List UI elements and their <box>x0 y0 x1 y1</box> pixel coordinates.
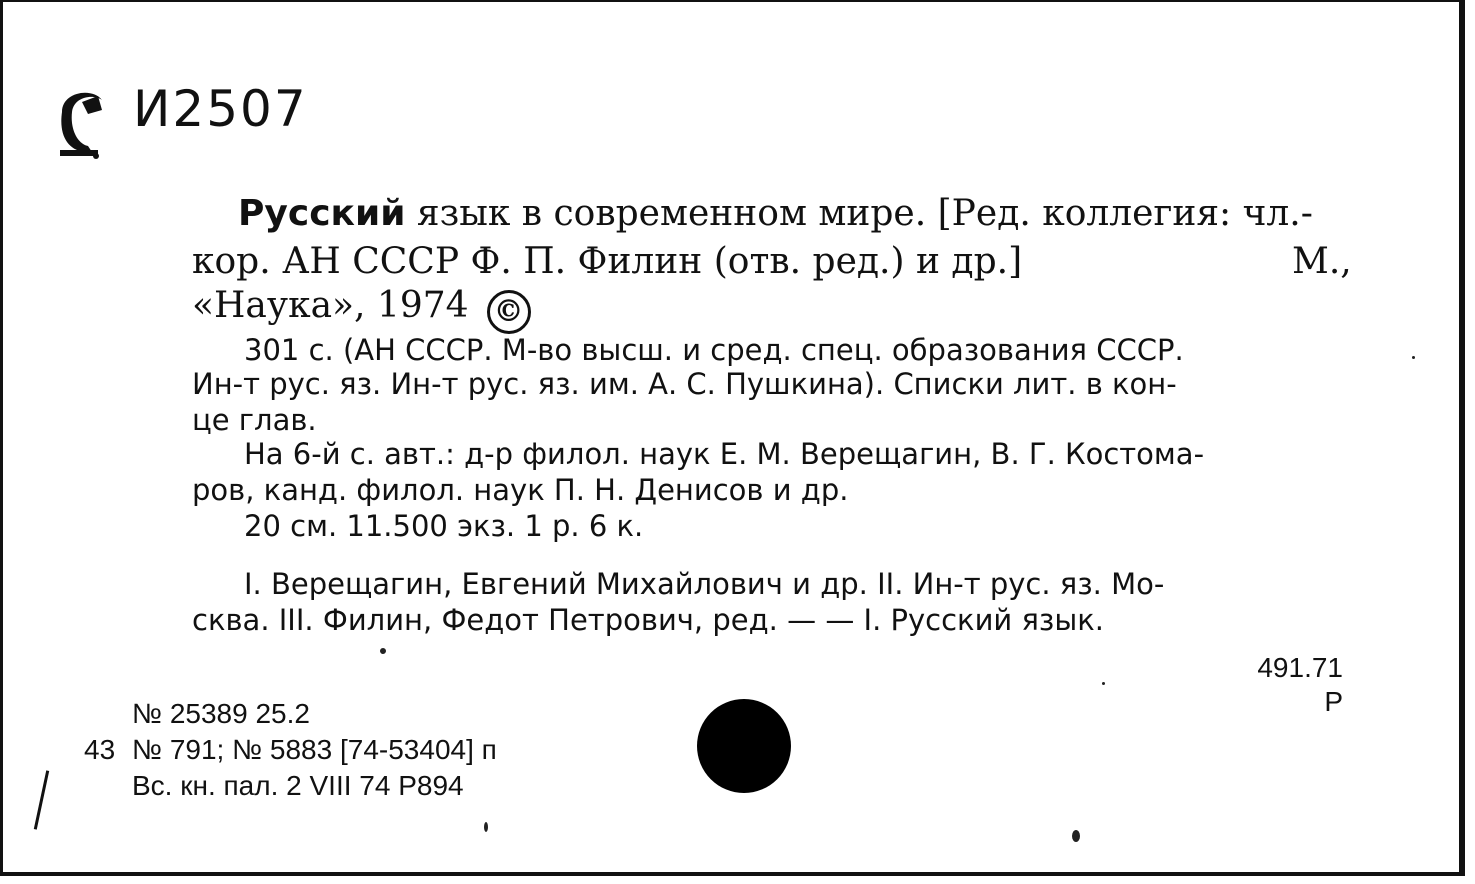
description-line-3: це глав. <box>192 403 317 437</box>
footer-line-2: № 791; № 5883 [74-53404] п <box>132 734 497 765</box>
classification-number: 491.71 <box>1257 652 1343 683</box>
tracing-line-2: сква. III. Филин, Федот Петрович, ред. — — I. Русский язык. <box>192 603 1104 637</box>
ink-speck <box>484 822 488 832</box>
description-line-1: 301 с. (АН СССР. М-во высш. и сред. спец. образования СССР. <box>244 333 1184 367</box>
title-rest: язык в современном мире. [Ред. коллегия: чл.- <box>405 193 1313 234</box>
footer-prefix: 43 <box>84 734 116 765</box>
tracing-line-1: I. Верещагин, Евгений Михайлович и др. II. Ин-т рус. яз. Мо- <box>244 567 1165 601</box>
footer-line-1: № 25389 25.2 <box>132 698 310 729</box>
ink-speck <box>1072 830 1080 842</box>
classification-sub: Р <box>1324 686 1343 717</box>
ink-speck <box>1102 682 1105 685</box>
footer-line-3: Вс. кн. пал. 2 VIII 74 Р894 <box>132 770 464 801</box>
publication-place: М., <box>1292 241 1352 282</box>
note-line-1: На 6-й с. авт.: д-р филол. наук Е. М. Верещагин, В. Г. Костома- <box>244 437 1205 471</box>
ink-speck <box>1412 356 1415 359</box>
publisher-year: «Наука», 1974 <box>192 285 469 326</box>
note-line-3: 20 см. 11.500 экз. 1 р. 6 к. <box>244 509 644 543</box>
title-line-2: кор. АН СССР Ф. П. Филин (отв. ред.) и др.] <box>192 241 1023 282</box>
card-punch-hole <box>697 699 791 793</box>
ink-speck <box>380 648 386 654</box>
title-line-3 <box>192 285 531 334</box>
call-number: И2507 <box>133 80 308 138</box>
note-line-2: ров, канд. филол. наук П. Н. Денисов и др. <box>192 473 849 507</box>
title-author: Русский <box>238 193 406 234</box>
title-line-1 <box>238 193 1313 234</box>
description-line-2: Ин-т рус. яз. Ин-т рус. яз. им. А. С. Пушкина). Списки лит. в кон- <box>192 367 1177 401</box>
library-stamp-icon <box>52 82 108 164</box>
copyright-icon: © <box>487 290 531 334</box>
